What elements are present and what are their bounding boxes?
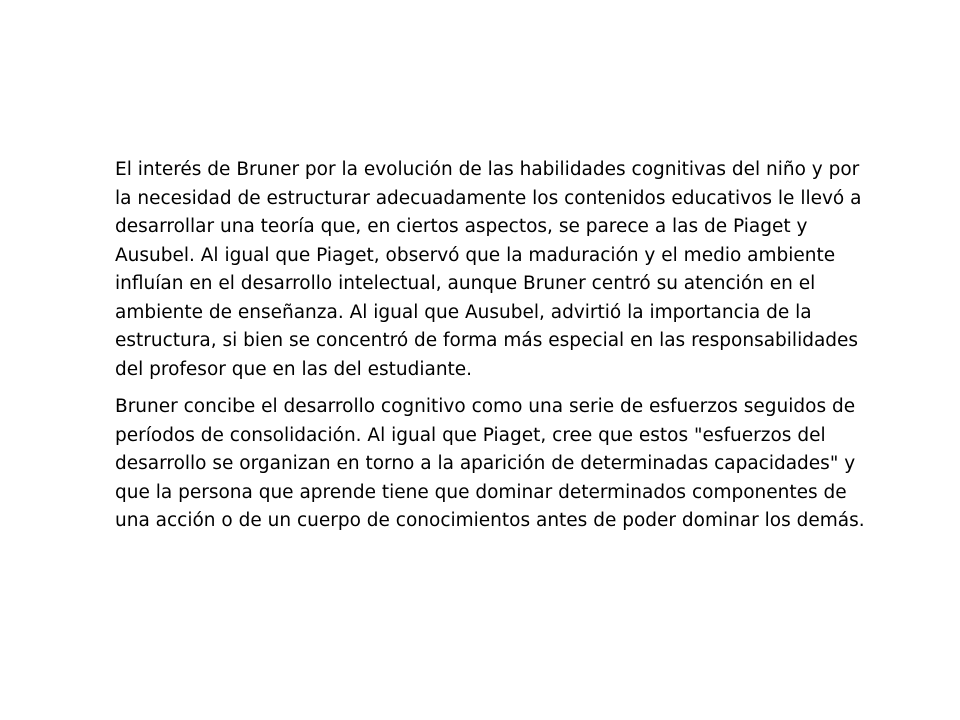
paragraph-2: Bruner concibe el desarrollo cognitivo como una serie de esfuerzos seguidos de períodos de consolidación. Al igual que Piaget, cree que estos "esfuerzos del desarrollo se organizan en torno a la aparición de determinadas capacidades" y que la persona que aprende tiene que dominar determinados componentes de una acción o de un cuerpo de conocimientos antes de poder dominar los demás. [115,396,865,531]
body-text [115,156,880,536]
paragraph-1: El interés de Bruner por la evolución de las habilidades cognitivas del niño y por la necesidad de estructurar adecuadamente los contenidos educativos le llevó a desarrollar una teoría que, en ciertos aspectos, se parece a las de Piaget y Ausubel. Al igual que Piaget, observó que la maduración y el medio ambiente influían en el desarrollo intelectual, aunque Bruner centró su atención en el ambiente de enseñanza. Al igual que Ausubel, advirtió la importancia de la estructura, si bien se concentró de forma más especial en las responsabilidades del profesor que en las del estudiante. [115,159,862,380]
